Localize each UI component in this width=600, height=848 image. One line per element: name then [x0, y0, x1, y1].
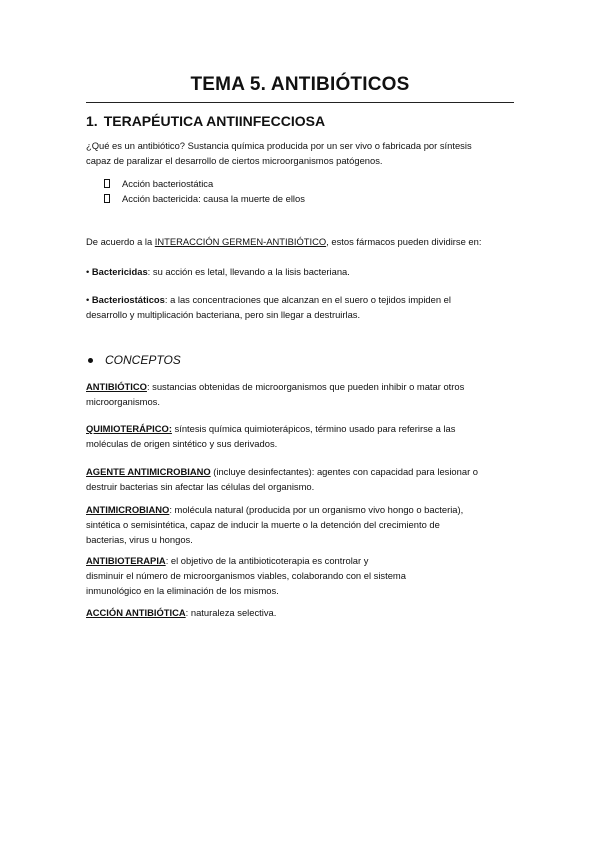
- concept-text: moléculas de origen sintético y sus derivados.: [86, 438, 278, 449]
- concept-text: disminuir el número de microorganismos viables, colaborando con el sistema: [86, 570, 406, 581]
- concept-text: : el objetivo de la antibioticoterapia es controlar y: [165, 555, 369, 566]
- list-item: [104, 176, 305, 191]
- interaction-prefix: De acuerdo a la: [86, 236, 155, 247]
- interaction-suffix: , estos fármacos pueden dividirse en:: [326, 236, 482, 247]
- concept-text: destruir bacterias sin afectar las células del organismo.: [86, 481, 315, 492]
- concept-term: ANTIBIÓTICO: [86, 381, 147, 392]
- bacteriostaticos-line-2: desarrollo y multiplicación bacteriana, pero sin llegar a destruirlas.: [86, 309, 361, 320]
- concept-text: : sustancias obtenidas de microorganismos que pueden inhibir o matar otros: [146, 381, 465, 392]
- concept-text: : naturaleza selectiva.: [185, 607, 277, 618]
- intro-line-1: ¿Qué es un antibiótico? Sustancia química producida por un ser vivo o fabricada por síntesis: [86, 140, 472, 151]
- concept-text: : molécula natural (producida por un organismo vivo hongo o bacteria),: [169, 504, 464, 515]
- concept-term: ACCIÓN ANTIBIÓTICA: [86, 607, 186, 618]
- bacteriostaticos-paragraph: [86, 292, 516, 322]
- list-item: [104, 191, 305, 206]
- bacteriostaticos-term: Bacteriostáticos: [91, 294, 165, 305]
- concept-text: bacterias, virus u hongos.: [86, 534, 193, 545]
- concept-term: AGENTE ANTIMICROBIANO: [86, 466, 211, 477]
- concept-quimioterapico: [86, 421, 516, 451]
- concept-term: ANTIBIOTERAPIA: [86, 555, 166, 566]
- checkbox-bullet-icon: [104, 194, 110, 203]
- section-heading: [86, 113, 325, 129]
- concepts-heading-label: CONCEPTOS: [105, 353, 181, 367]
- concept-term: QUIMIOTERÁPICO:: [86, 423, 172, 434]
- interaction-paragraph: [86, 234, 516, 249]
- concept-text: (incluye desinfectantes): agentes con capacidad para lesionar o: [210, 466, 479, 477]
- list-item-label: Acción bacteriostática: [122, 178, 214, 189]
- bactericidas-text: : su acción es letal, llevando a la lisis bacteriana.: [147, 266, 350, 277]
- concept-accion: [86, 605, 516, 620]
- bacteriostaticos-text: : a las concentraciones que alcanzan en el suero o tejidos impiden el: [164, 294, 451, 305]
- intro-paragraph: [86, 138, 516, 168]
- action-list: [104, 176, 305, 206]
- interaction-term: INTERACCIÓN GERMEN-ANTIBIÓTICO: [154, 236, 327, 247]
- bactericidas-term: Bactericidas: [91, 266, 148, 277]
- checkbox-bullet-icon: [104, 179, 110, 188]
- concepts-heading: [88, 353, 181, 367]
- concept-antimicrobiano: [86, 502, 516, 547]
- bullet-dot: •: [86, 266, 90, 277]
- concept-text: síntesis química quimioterápicos, término usado para referirse a las: [171, 423, 456, 434]
- list-item-label: Acción bactericida: causa la muerte de ellos: [122, 193, 305, 204]
- intro-line-2: capaz de paralizar el desarrollo de ciertos microorganismos patógenos.: [86, 155, 383, 166]
- concept-term: ANTIMICROBIANO: [86, 504, 170, 515]
- concept-text: microorganismos.: [86, 396, 160, 407]
- page-title: TEMA 5. ANTIBIÓTICOS: [86, 74, 514, 103]
- concept-text: inmunológico en la eliminación de los mismos.: [86, 585, 279, 596]
- bullet-dot-icon: [88, 358, 93, 363]
- concept-text: sintética o semisintética, capaz de inducir la muerte o la detención del crecimiento de: [86, 519, 440, 530]
- concept-agente: [86, 464, 516, 494]
- section-number: 1.: [86, 113, 98, 129]
- bactericidas-paragraph: [86, 264, 516, 279]
- bullet-dot: •: [86, 294, 90, 305]
- section-title: TERAPÉUTICA ANTIINFECCIOSA: [103, 113, 326, 129]
- concept-antibioterapia: [86, 553, 516, 598]
- concept-antibiotico: [86, 379, 516, 409]
